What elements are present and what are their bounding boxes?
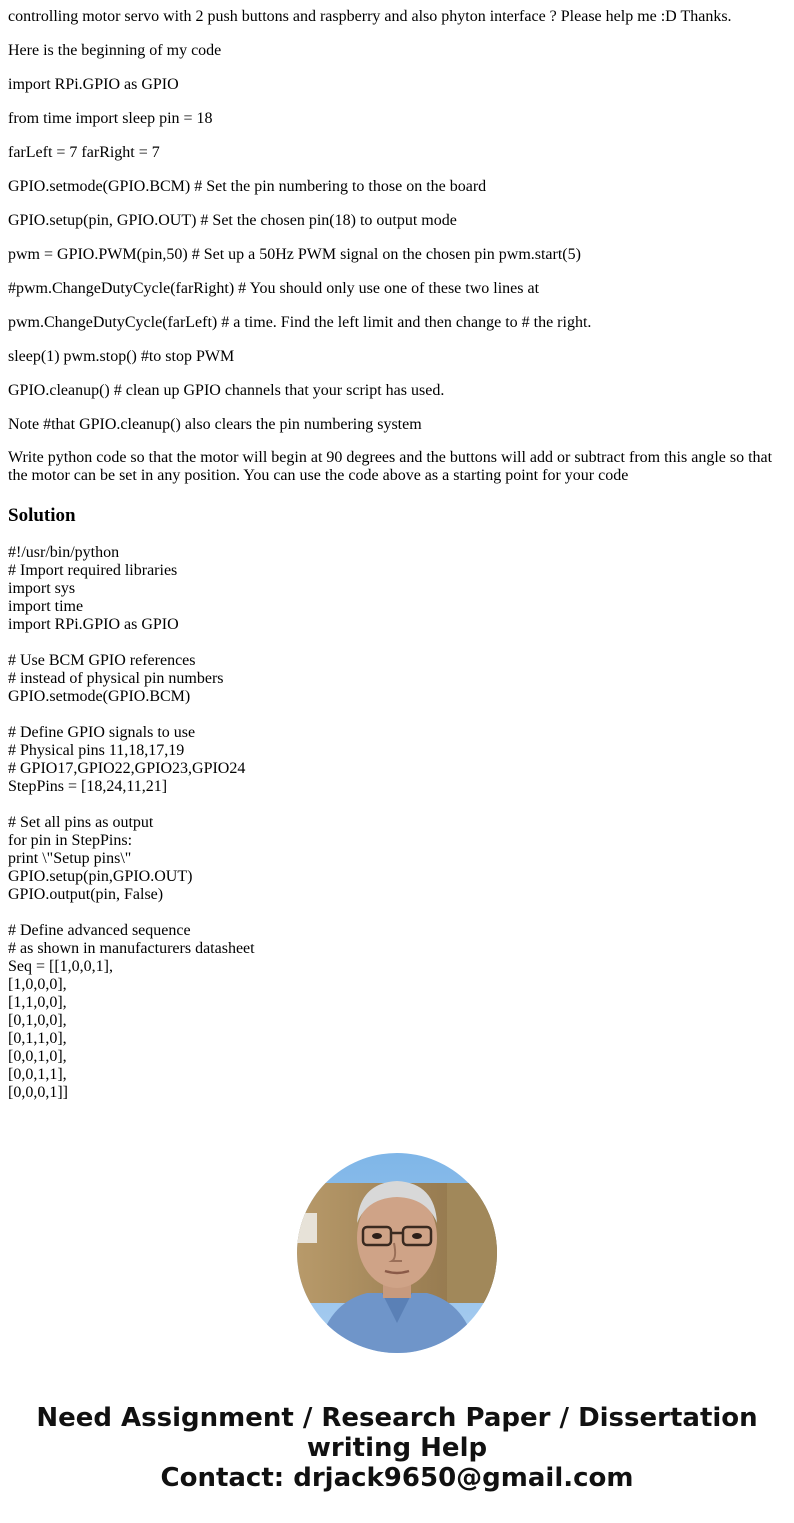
question-line-13: Note #that GPIO.cleanup() also clears the pin numbering system (8, 416, 422, 433)
question-line-5: farLeft = 7 farRight = 7 (8, 144, 160, 161)
solution-code: #!/usr/bin/python # Import required libraries import sys import time import RPi.GPIO as GPIO # Use BCM GPIO references # instead of physical pin numbers GPIO.setmode(GPIO.BCM) # Define GPIO signals to use # Physical pins 11,18,17,19 # GPIO17,GPIO22,GPIO23,GPIO24 StepPins = [18,24,11,21] # Set all pins as output for pin in StepPins: print \"Setup pins\" GPIO.setup(pin,GPIO.OUT) GPIO.output(pin, False) # Define advanced sequence # as shown in manufacturers datasheet Seq = [[1,0,0,1], [1,0,0,0], [1,1,0,0], [0,1,0,0], [0,1,1,0], [0,0,1,0], [0,0,1,1], [0,0,0,1]] (8, 544, 255, 1101)
author-avatar (297, 1153, 497, 1353)
question-task: Write python code so that the motor will begin at 90 degrees and the buttons will add or subtract from this angle so that the motor can be set in any position. You can use the code above as a starting point for your code (8, 449, 773, 484)
question-line-3: import RPi.GPIO as GPIO (8, 76, 179, 93)
banner-line-3: Contact: drjack9650@gmail.com (160, 1463, 634, 1493)
contact-banner (0, 1403, 794, 1493)
banner-line-1: Need Assignment / Research Paper / Dissertation (36, 1403, 758, 1433)
question-line-10: pwm.ChangeDutyCycle(farLeft) # a time. Find the left limit and then change to # the right. (8, 314, 592, 331)
question-line-8: pwm = GPIO.PWM(pin,50) # Set up a 50Hz PWM signal on the chosen pin pwm.start(5) (8, 246, 581, 263)
question-line-12: GPIO.cleanup() # clean up GPIO channels that your script has used. (8, 382, 445, 399)
question-line-9: #pwm.ChangeDutyCycle(farRight) # You should only use one of these two lines at (8, 280, 540, 297)
question-line-2: Here is the beginning of my code (8, 42, 222, 59)
question-line-1: controlling motor servo with 2 push buttons and raspberry and also phyton interface ? Please help me :D Thanks. (8, 8, 732, 25)
question-line-11: sleep(1) pwm.stop() #to stop PWM (8, 348, 235, 365)
solution-heading: Solution (8, 505, 76, 526)
question-line-4: from time import sleep pin = 18 (8, 110, 213, 127)
question-line-6: GPIO.setmode(GPIO.BCM) # Set the pin numbering to those on the board (8, 178, 487, 195)
banner-line-2: writing Help (306, 1433, 488, 1463)
question-line-7: GPIO.setup(pin, GPIO.OUT) # Set the chosen pin(18) to output mode (8, 212, 457, 229)
